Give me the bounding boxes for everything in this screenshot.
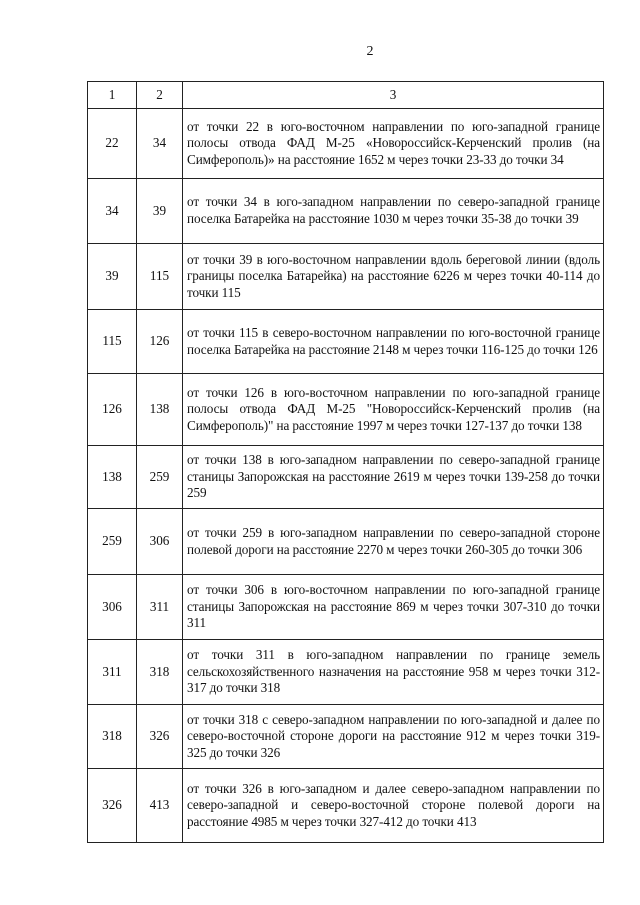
from-point-cell: 318 bbox=[88, 705, 137, 769]
to-point-cell: 311 bbox=[137, 575, 183, 640]
description-cell: от точки 306 в юго-восточном направлении по юго-западной границе станицы Запорожская на расстояние 869 м через точки 307-310 до точки 311 bbox=[183, 575, 604, 640]
to-point-cell: 326 bbox=[137, 705, 183, 769]
from-point-cell: 138 bbox=[88, 446, 137, 509]
description-cell: от точки 126 в юго-восточном направлении по юго-западной границе полосы отвода ФАД М-25 "Новороссийск-Керченский пролив (на Симферополь)" на расстояние 1997 м через точки 127-137 до точки 138 bbox=[183, 374, 604, 446]
to-point-cell: 413 bbox=[137, 769, 183, 843]
table-row bbox=[88, 640, 604, 705]
description-cell: от точки 138 в юго-западном направлении по северо-западной границе станицы Запорожская на расстояние 2619 м через точки 139-258 до точки 259 bbox=[183, 446, 604, 509]
table-row bbox=[88, 109, 604, 179]
from-point-cell: 259 bbox=[88, 509, 137, 575]
to-point-cell: 39 bbox=[137, 179, 183, 244]
to-point-cell: 306 bbox=[137, 509, 183, 575]
from-point-cell: 311 bbox=[88, 640, 137, 705]
description-cell: от точки 22 в юго-восточном направлении по юго-западной границе полосы отвода ФАД М-25 «Новороссийск-Керченский пролив (на Симферополь)» на расстояние 1652 м через точки 23-33 до точки 34 bbox=[183, 109, 604, 179]
table-row bbox=[88, 179, 604, 244]
from-point-cell: 126 bbox=[88, 374, 137, 446]
description-cell: от точки 326 в юго-западном и далее северо-западном направлении по северо-западной и северо-восточной стороне полевой дороги на расстояние 4985 м через точки 327-412 до точки 413 bbox=[183, 769, 604, 843]
to-point-cell: 259 bbox=[137, 446, 183, 509]
from-point-cell: 22 bbox=[88, 109, 137, 179]
description-cell: от точки 39 в юго-восточном направлении вдоль береговой линии (вдоль границы поселка Батарейка) на расстояние 6226 м через точки 40-114 до точки 115 bbox=[183, 244, 604, 310]
column-header-3: 3 bbox=[183, 82, 604, 109]
table-header-row bbox=[88, 82, 604, 109]
from-point-cell: 34 bbox=[88, 179, 137, 244]
from-point-cell: 39 bbox=[88, 244, 137, 310]
table-row bbox=[88, 575, 604, 640]
table-row bbox=[88, 446, 604, 509]
to-point-cell: 318 bbox=[137, 640, 183, 705]
table-row bbox=[88, 509, 604, 575]
description-cell: от точки 259 в юго-западном направлении по северо-западной стороне полевой дороги на расстояние 2270 м через точки 260-305 до точки 306 bbox=[183, 509, 604, 575]
table-row bbox=[88, 244, 604, 310]
column-header-1: 1 bbox=[88, 82, 137, 109]
from-point-cell: 326 bbox=[88, 769, 137, 843]
from-point-cell: 115 bbox=[88, 310, 137, 374]
from-point-cell: 306 bbox=[88, 575, 137, 640]
column-header-2: 2 bbox=[137, 82, 183, 109]
description-cell: от точки 318 с северо-западном направлении по юго-западной и далее по северо-восточной стороне дороги на расстояние 912 м через точки 319-325 до точки 326 bbox=[183, 705, 604, 769]
table-row bbox=[88, 705, 604, 769]
boundary-description-table bbox=[87, 81, 604, 843]
table-row bbox=[88, 310, 604, 374]
table-row bbox=[88, 374, 604, 446]
table-row bbox=[88, 769, 604, 843]
page-number: 2 bbox=[366, 44, 374, 59]
description-cell: от точки 34 в юго-западном направлении по северо-западной границе поселка Батарейка на расстояние 1030 м через точки 35-38 до точки 39 bbox=[183, 179, 604, 244]
to-point-cell: 115 bbox=[137, 244, 183, 310]
description-cell: от точки 115 в северо-восточном направлении по юго-восточной границе поселка Батарейка на расстояние 2148 м через точки 116-125 до точки 126 bbox=[183, 310, 604, 374]
to-point-cell: 34 bbox=[137, 109, 183, 179]
to-point-cell: 126 bbox=[137, 310, 183, 374]
description-cell: от точки 311 в юго-западном направлении по границе земель сельскохозяйственного назначения на расстояние 958 м через точки 312-317 до точки 318 bbox=[183, 640, 604, 705]
to-point-cell: 138 bbox=[137, 374, 183, 446]
